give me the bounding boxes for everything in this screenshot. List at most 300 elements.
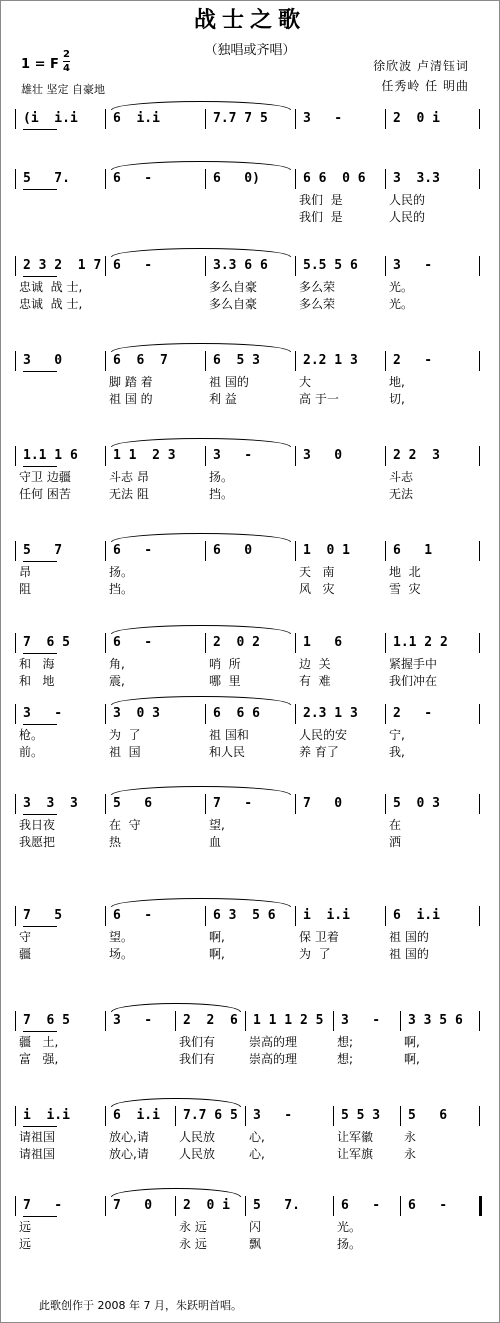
measure: 5 5 3 <box>341 1108 381 1123</box>
measure: 6 5 3 <box>213 353 260 368</box>
barline <box>295 633 296 653</box>
barline <box>15 351 16 371</box>
score-system <box>15 1196 491 1252</box>
barline <box>479 446 480 466</box>
lyric-line <box>15 945 491 962</box>
lyric-text: 远 <box>19 1220 32 1234</box>
lyric-line <box>15 1145 491 1162</box>
beam-underline <box>23 1031 57 1032</box>
lyric-text: 枪。 <box>19 728 44 742</box>
barline <box>385 169 386 189</box>
measure: 6 - <box>113 635 153 650</box>
barline <box>105 446 106 466</box>
measure: 7 6 5 <box>23 635 70 650</box>
barline <box>333 1011 334 1031</box>
barline <box>15 794 16 814</box>
lyric-text: 多么荣 <box>299 280 336 294</box>
barline <box>205 256 206 276</box>
barline <box>295 446 296 466</box>
lyric-text: 任何 困苦 <box>19 487 71 501</box>
measure: 2 0 i <box>393 111 440 126</box>
lyric-line <box>15 390 491 407</box>
barline <box>295 704 296 724</box>
measure: 5.5 5 6 <box>303 258 358 273</box>
measure: 6 i.i <box>113 1108 160 1123</box>
barline <box>15 109 16 129</box>
barline <box>295 351 296 371</box>
barline <box>385 109 386 129</box>
lyric-line <box>15 373 491 390</box>
barline <box>400 1011 401 1031</box>
measure: 7 0 <box>113 1198 153 1213</box>
lyric-text: 地, <box>389 375 405 389</box>
barline <box>479 109 480 129</box>
lyric-text: 扬。 <box>209 470 234 484</box>
lyric-text: 祖 国的 <box>209 375 249 389</box>
lyric-text: 远 <box>19 1237 32 1251</box>
measure: 5 0 3 <box>393 796 440 811</box>
barline <box>205 633 206 653</box>
score-system <box>15 633 491 689</box>
barline <box>385 446 386 466</box>
barline <box>15 446 16 466</box>
notes-row <box>15 1196 491 1218</box>
lyric-line <box>15 726 491 743</box>
barline <box>333 1106 334 1126</box>
lyric-line <box>15 1033 491 1050</box>
slur-mark <box>111 248 291 257</box>
beam-underline <box>23 466 57 467</box>
barline <box>245 1011 246 1031</box>
slur-mark <box>111 343 291 352</box>
lyric-text: 地 北 <box>389 565 421 579</box>
lyric-text: 挡。 <box>109 582 134 596</box>
score-system <box>15 169 491 225</box>
beam-underline <box>23 561 57 562</box>
lyric-text: 人民放 <box>179 1130 216 1144</box>
lyric-line <box>15 191 491 208</box>
slur-mark <box>111 1098 241 1107</box>
notes-row <box>15 1106 491 1128</box>
measure: 6 i.i <box>113 111 160 126</box>
measure: 1.1 2 2 <box>393 635 448 650</box>
lyric-text: 阻 <box>19 582 32 596</box>
slur-mark <box>111 786 291 795</box>
beam-underline <box>23 371 57 372</box>
lyric-text: 望, <box>209 818 225 832</box>
lyric-text: 让军徽 <box>337 1130 374 1144</box>
lyric-text: 请祖国 <box>19 1147 56 1161</box>
measure: 6 - <box>113 171 153 186</box>
score-system <box>15 704 491 760</box>
notes-row <box>15 351 491 373</box>
measure: 3 - <box>113 1013 153 1028</box>
notes-row <box>15 541 491 563</box>
barline <box>15 169 16 189</box>
lyric-text: 无法 <box>389 487 414 501</box>
lyric-text: 心, <box>249 1147 265 1161</box>
measure: 2 0 2 <box>213 635 260 650</box>
barline <box>295 169 296 189</box>
lyric-text: 场。 <box>109 947 134 961</box>
lyric-text: 无法 阻 <box>109 487 149 501</box>
lyric-text: 斗志 <box>389 470 414 484</box>
barline <box>479 169 480 189</box>
notes-row <box>15 633 491 655</box>
measure: 3 0 3 <box>113 706 160 721</box>
measure: (i i.i <box>23 111 78 126</box>
lyric-line <box>15 1050 491 1067</box>
beam-underline <box>23 724 57 725</box>
lyric-text: 多么荣 <box>299 297 336 311</box>
lyric-text: 守卫 边疆 <box>19 470 71 484</box>
meter-bottom: 4 <box>63 63 70 74</box>
lyric-line <box>15 1235 491 1252</box>
barline <box>105 906 106 926</box>
measure: 1 1 1 2 5 <box>253 1013 324 1028</box>
barline <box>385 633 386 653</box>
barline <box>385 906 386 926</box>
score-system <box>15 446 491 502</box>
score-system <box>15 351 491 407</box>
slur-mark <box>111 438 291 447</box>
measure: 3 3 3 <box>23 796 78 811</box>
lyric-text: 前。 <box>19 745 44 759</box>
barline <box>105 1011 106 1031</box>
lyric-text: 疆 <box>19 947 32 961</box>
measure: 3 - <box>341 1013 381 1028</box>
measure: 3 0 <box>23 353 63 368</box>
notes-row <box>15 794 491 816</box>
tempo-marking: 雄壮 坚定 自豪地 <box>21 83 105 96</box>
lyric-text: 大 <box>299 375 312 389</box>
lyric-text: 光。 <box>389 297 414 311</box>
slur-mark <box>111 696 291 705</box>
measure: 5 6 <box>408 1108 448 1123</box>
lyric-text: 角, <box>109 657 125 671</box>
lyric-line <box>15 655 491 672</box>
song-subtitle: （独唱或齐唱） <box>204 43 296 58</box>
lyric-text: 宁, <box>389 728 405 742</box>
lyric-text: 富 强, <box>19 1052 59 1066</box>
lyric-text: 啊, <box>209 930 225 944</box>
measure: 6 1 <box>393 543 433 558</box>
barline <box>205 541 206 561</box>
lyric-text: 崇高的理 <box>249 1052 298 1066</box>
beam-underline <box>23 1126 57 1127</box>
measure: 5 7 <box>23 543 63 558</box>
barline <box>245 1106 246 1126</box>
lyricist-credit: 徐欣波 卢清钰词 <box>373 59 469 73</box>
lyric-text: 放心,请 <box>109 1130 149 1144</box>
barline <box>295 906 296 926</box>
beam-underline <box>23 814 57 815</box>
barline <box>15 633 16 653</box>
lyric-text: 震, <box>109 674 125 688</box>
measure: 6 - <box>408 1198 448 1213</box>
measure: 2 - <box>393 706 433 721</box>
lyric-line <box>15 1218 491 1235</box>
lyric-line <box>15 485 491 502</box>
measure: 5 7. <box>253 1198 300 1213</box>
measure: 7 - <box>23 1198 63 1213</box>
barline <box>385 541 386 561</box>
lyric-text: 忠诚 战 士, <box>19 280 83 294</box>
lyric-text: 洒 <box>389 835 402 849</box>
beam-underline <box>23 276 57 277</box>
lyric-text: 我愿把 <box>19 835 56 849</box>
lyric-text: 永 远 <box>179 1220 207 1234</box>
lyric-text: 祖 国的 <box>389 947 429 961</box>
lyric-text: 崇高的理 <box>249 1035 298 1049</box>
measure: 3 - <box>213 448 253 463</box>
measure: 6 6 0 6 <box>303 171 366 186</box>
lyric-text: 人民放 <box>179 1147 216 1161</box>
lyric-text: 为 了 <box>109 728 141 742</box>
lyric-text: 我们有 <box>179 1052 216 1066</box>
slur-mark <box>111 625 291 634</box>
score-system <box>15 906 491 962</box>
lyric-text: 守 <box>19 930 32 944</box>
barline <box>175 1011 176 1031</box>
notes-row <box>15 256 491 278</box>
lyric-text: 心, <box>249 1130 265 1144</box>
lyric-text: 我日夜 <box>19 818 56 832</box>
measure: 2 3 2 1 7 <box>23 258 102 273</box>
measure: 3 - <box>303 111 343 126</box>
lyric-text: 为 了 <box>299 947 331 961</box>
score-system <box>15 109 491 131</box>
lyric-text: 祖 国和 <box>209 728 249 742</box>
barline <box>105 1196 106 1216</box>
measure: 3 - <box>23 706 63 721</box>
measure: 3 3 5 6 <box>408 1013 463 1028</box>
lyric-text: 忠诚 战 士, <box>19 297 83 311</box>
barline <box>15 906 16 926</box>
beam-underline <box>23 129 57 130</box>
barline <box>479 906 480 926</box>
lyric-text: 我们冲在 <box>389 674 438 688</box>
barline <box>385 704 386 724</box>
barline <box>479 541 480 561</box>
measure: 6 6 6 <box>213 706 260 721</box>
measure: 3 0 <box>303 448 343 463</box>
measure: 2 0 i <box>183 1198 230 1213</box>
score-system <box>15 1106 491 1162</box>
barline <box>15 256 16 276</box>
measure: i i.i <box>23 1108 70 1123</box>
lyric-line <box>15 816 491 833</box>
lyric-text: 和 地 <box>19 674 55 688</box>
time-signature <box>63 49 70 74</box>
lyric-text: 光。 <box>337 1220 362 1234</box>
measure: 3 - <box>253 1108 293 1123</box>
lyric-text: 血 <box>209 835 222 849</box>
lyric-text: 昂 <box>19 565 32 579</box>
measure: 2 2 6 <box>183 1013 238 1028</box>
lyric-text: 人民的 <box>389 193 426 207</box>
measure: 1 6 <box>303 635 343 650</box>
measure: 6 0 <box>213 543 253 558</box>
measure: i i.i <box>303 908 350 923</box>
measure: 2.3 1 3 <box>303 706 358 721</box>
notes-row <box>15 1011 491 1033</box>
lyric-text: 想; <box>337 1035 354 1049</box>
barline <box>205 169 206 189</box>
notes-row <box>15 906 491 928</box>
lyric-line <box>15 208 491 225</box>
barline <box>295 109 296 129</box>
measure: 7 6 5 <box>23 1013 70 1028</box>
barline <box>15 541 16 561</box>
lyric-text: 和人民 <box>209 745 246 759</box>
slur-mark <box>111 533 291 542</box>
barline <box>400 1106 401 1126</box>
lyric-text: 哪 里 <box>209 674 241 688</box>
lyric-text: 人民的安 <box>299 728 348 742</box>
barline <box>333 1196 334 1216</box>
measure: 7 5 <box>23 908 63 923</box>
lyric-text: 在 <box>389 818 402 832</box>
barline <box>105 1106 106 1126</box>
lyric-text: 光。 <box>389 280 414 294</box>
notes-row <box>15 169 491 191</box>
barline <box>205 446 206 466</box>
meter-top: 2 <box>63 49 70 60</box>
lyric-text: 永 远 <box>179 1237 207 1251</box>
barline <box>385 351 386 371</box>
lyric-text: 永 <box>404 1147 417 1161</box>
barline <box>205 906 206 926</box>
lyric-text: 天 南 <box>299 565 335 579</box>
measure: 6 0) <box>213 171 260 186</box>
barline <box>479 1011 480 1031</box>
beam-underline <box>23 653 57 654</box>
barline <box>205 109 206 129</box>
key-signature: 1 = F <box>21 57 59 72</box>
lyric-text: 挡。 <box>209 487 234 501</box>
lyric-text: 养 育了 <box>299 745 339 759</box>
barline <box>15 1196 16 1216</box>
lyric-text: 多么自豪 <box>209 297 258 311</box>
barline <box>479 1106 480 1126</box>
notes-row <box>15 109 491 131</box>
lyric-text: 啊, <box>404 1052 420 1066</box>
lyric-text: 边 关 <box>299 657 331 671</box>
measure: 6 i.i <box>393 908 440 923</box>
lyric-line <box>15 278 491 295</box>
measure: 7.7 6 5 <box>183 1108 238 1123</box>
measure: 6 6 7 <box>113 353 168 368</box>
barline <box>105 351 106 371</box>
measure: 6 - <box>113 543 153 558</box>
measure: 3 - <box>393 258 433 273</box>
barline <box>15 1011 16 1031</box>
footnote: 此歌创作于 2008 年 7 月，朱跃明首唱。 <box>39 1299 242 1312</box>
barline <box>105 169 106 189</box>
barline <box>479 794 480 814</box>
barline <box>295 794 296 814</box>
barline <box>205 351 206 371</box>
beam-underline <box>23 926 57 927</box>
lyric-text: 扬。 <box>109 565 134 579</box>
barline <box>479 256 480 276</box>
barline <box>105 704 106 724</box>
measure: 2.2 1 3 <box>303 353 358 368</box>
measure: 1 1 2 3 <box>113 448 176 463</box>
lyric-text: 切, <box>389 392 405 406</box>
lyric-line <box>15 672 491 689</box>
measure: 2 - <box>393 353 433 368</box>
beam-underline <box>23 1216 57 1217</box>
barline <box>105 794 106 814</box>
lyric-text: 我们 是 <box>299 210 343 224</box>
lyric-text: 雪 灾 <box>389 582 421 596</box>
barline <box>105 256 106 276</box>
lyric-text: 祖 国 的 <box>109 392 153 406</box>
meter-bar <box>63 61 70 62</box>
measure: 5 6 <box>113 796 153 811</box>
lyric-text: 紧握手中 <box>389 657 438 671</box>
lyric-text: 祖 国 <box>109 745 141 759</box>
barline <box>105 541 106 561</box>
lyric-line <box>15 580 491 597</box>
lyric-text: 和 海 <box>19 657 55 671</box>
barline <box>245 1196 246 1216</box>
barline <box>295 541 296 561</box>
lyric-text: 想; <box>337 1052 354 1066</box>
lyric-text: 利 益 <box>209 392 237 406</box>
measure: 6 - <box>113 908 153 923</box>
score-system <box>15 794 491 850</box>
lyric-text: 斗志 昂 <box>109 470 149 484</box>
lyric-text: 让军旗 <box>337 1147 374 1161</box>
measure: 6 - <box>113 258 153 273</box>
measure: 1 0 1 <box>303 543 350 558</box>
slur-mark <box>111 161 291 170</box>
lyric-text: 闪 <box>249 1220 262 1234</box>
barline <box>295 256 296 276</box>
barline <box>385 794 386 814</box>
barline <box>175 1196 176 1216</box>
lyric-text: 我, <box>389 745 405 759</box>
barline <box>479 633 480 653</box>
measure: 3.3 6 6 <box>213 258 268 273</box>
composer-credit: 任秀岭 任 明曲 <box>381 79 469 93</box>
lyric-line <box>15 928 491 945</box>
barline <box>479 351 480 371</box>
lyric-text: 永 <box>404 1130 417 1144</box>
measure: 2 2 3 <box>393 448 440 463</box>
measure: 6 - <box>341 1198 381 1213</box>
measure: 1.1 1 6 <box>23 448 78 463</box>
lyric-text: 高 于一 <box>299 392 339 406</box>
lyric-text: 啊, <box>209 947 225 961</box>
barline <box>15 704 16 724</box>
lyric-text: 祖 国的 <box>389 930 429 944</box>
lyric-text: 哨 所 <box>209 657 241 671</box>
beam-underline <box>23 189 57 190</box>
lyric-line <box>15 833 491 850</box>
measure: 5 7. <box>23 171 70 186</box>
score-system <box>15 1011 491 1067</box>
lyric-text: 疆 土, <box>19 1035 59 1049</box>
barline <box>205 704 206 724</box>
barline <box>400 1196 401 1216</box>
lyric-text: 请祖国 <box>19 1130 56 1144</box>
lyric-text: 保 卫着 <box>299 930 339 944</box>
score-system <box>15 256 491 312</box>
